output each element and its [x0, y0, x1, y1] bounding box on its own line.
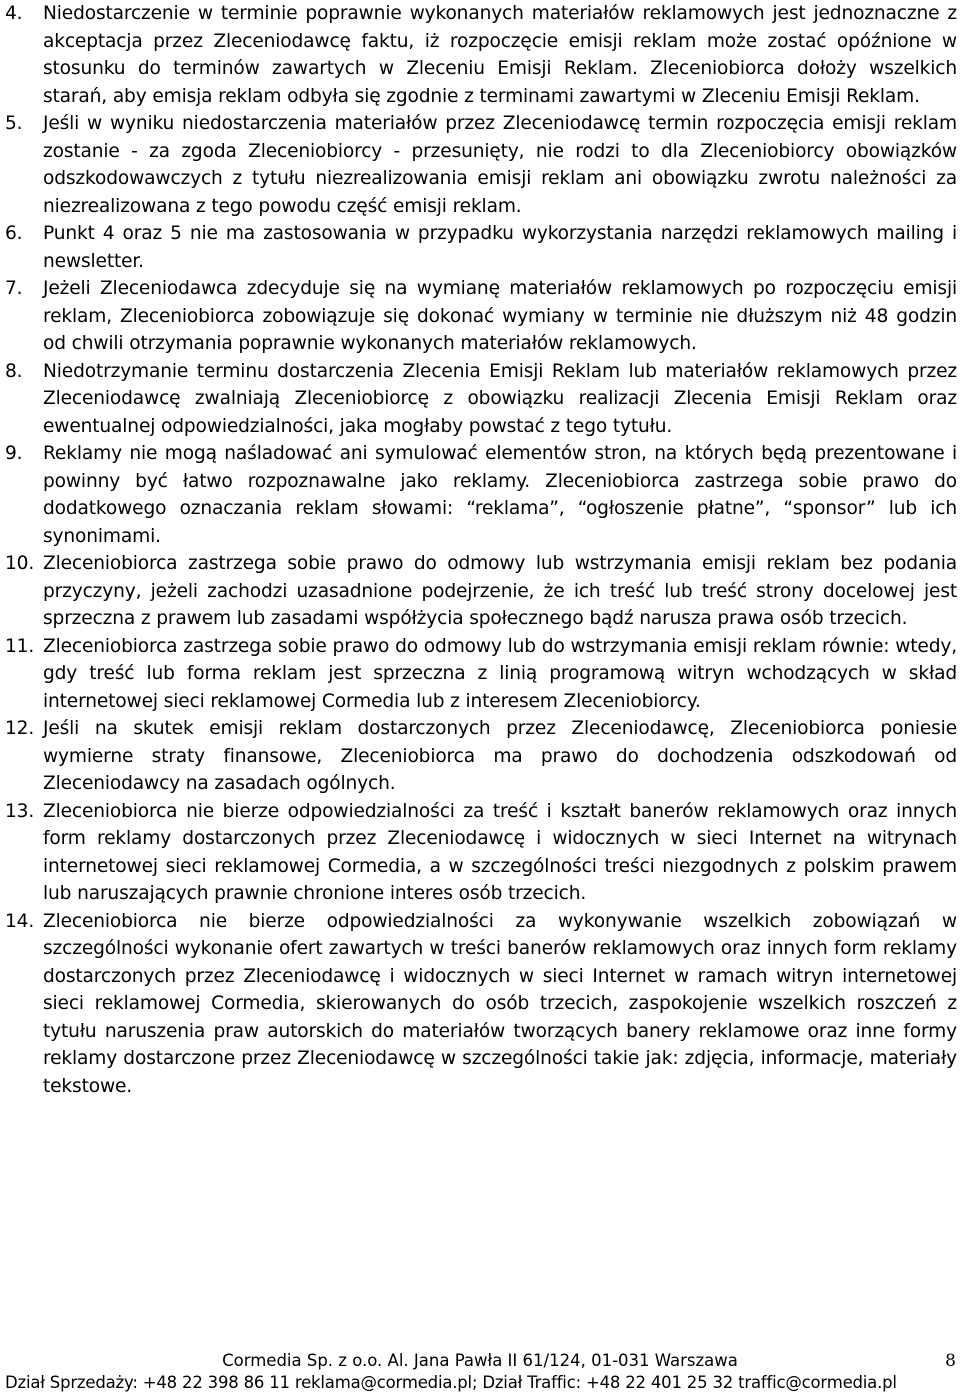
clause-4 [5, 0, 957, 110]
clause-text: Zleceniobiorca nie bierze odpowiedzialności za treść i kształt banerów reklamowych oraz innych form reklamy dostarczonych przez Zleceniodawcę i widocznych w sieci Internet na witrynach internetowej sieci reklamowej Cormedia, a w szczególności treści niezgodnych z polskim prawem lub naruszających prawnie chronione interes osób trzecich. [43, 800, 957, 904]
clause-text: Zleceniobiorca zastrzega sobie prawo do odmowy lub do wstrzymania emisji reklam równie: wtedy, gdy treść lub forma reklam jest sprzeczna z linią programową witryn wchodzących w skład internetowej sieci reklamowej Cormedia lub z interesem Zleceniobiorcy. [43, 635, 957, 712]
clause-text: Punkt 4 oraz 5 nie ma zastosowania w przypadku wykorzystania narzędzi reklamowych mailing i newsletter. [43, 223, 957, 272]
clause-number: 13. [5, 800, 35, 822]
clause-8 [5, 358, 957, 441]
clause-11 [5, 633, 957, 716]
clause-14 [5, 908, 957, 1101]
company-address: Cormedia Sp. z o.o. Al. Jana Pawła II 61/124, 01-031 Warszawa [222, 1351, 738, 1370]
clause-5 [5, 110, 957, 220]
clause-text: Zleceniobiorca nie bierze odpowiedzialności za wykonywanie wszelkich zobowiązań w szczególności wykonanie ofert zawartych w treści banerów reklamowych oraz innych form reklamy dostarczonych przez Zleceniodawcę i widocznych w sieci Internet w ramach witryn internetowej sieci reklamowej Cormedia, skierowanych do osób trzecich, zaspokojenie wszelkich roszczeń z tytułu naruszenia praw autorskich do materiałów tworzących banery reklamowe oraz inne formy reklamy dostarczone przez Zleceniodawcę w szczególności takie jak: zdjęcia, informacje, materiały tekstowe. [43, 910, 957, 1097]
clause-7 [5, 275, 957, 358]
clause-number: 12. [5, 718, 35, 739]
clause-13 [5, 798, 957, 908]
clause-number: 9. [5, 443, 23, 464]
clause-number: 14. [5, 910, 35, 932]
clause-text: Jeśli w wyniku niedostarczenia materiałów przez Zleceniodawcę termin rozpoczęcia emisji reklam zostanie - za zgoda Zleceniobiorcy - przesunięty, nie rodzi to dla Zleceniobiorcy obowiązków odszkodowawczych z tytułu niezrealizowania emisji reklam ani obowiązku zwrotu należności za niezrealizowana z tego powodu część emisji reklam. [43, 113, 957, 217]
page-number: 8 [945, 1351, 956, 1371]
clause-number: 4. [5, 3, 23, 24]
terms-clause-list [5, 0, 957, 1100]
clause-text: Zleceniobiorca zastrzega sobie prawo do odmowy lub wstrzymania emisji reklam bez podania przyczyny, jeżeli zachodzi uzasadnione podejrzenie, że ich treść lub treść strony docelowej jest sprzeczna z prawem lub zasadami współżycia społecznego bądź narusza prawa osób trzecich. [43, 553, 957, 629]
clause-9 [5, 440, 957, 550]
clause-number: 7. [5, 278, 23, 299]
clause-text: Jeśli na skutek emisji reklam dostarczonych przez Zleceniodawcę, Zleceniobiorca poniesie wymierne straty finansowe, Zleceniobiorca ma prawo do dochodzenia odszkodowań od Zleceniodawcy na zasadach ogólnych. [43, 718, 957, 794]
clause-number: 11. [5, 635, 35, 657]
clause-number: 5. [5, 113, 23, 134]
clause-text: Niedostarczenie w terminie poprawnie wykonanych materiałów reklamowych jest jednoznaczne z akceptacja przez Zleceniodawcę faktu, iż rozpoczęcie emisji reklam może zostać opóźnione w stosunku do terminów zawartych w Zleceniu Emisji Reklam. Zleceniobiorca dołoży wszelkich starań, aby emisja reklam odbyła się zgodnie z terminami zawartymi w Zleceniu Emisji Reklam. [43, 3, 957, 107]
clause-12 [5, 715, 957, 798]
clause-number: 6. [5, 223, 23, 244]
company-contacts: Dział Sprzedaży: +48 22 398 86 11 reklama@cormedia.pl; Dział Traffic: +48 22 401 25 32 traffic@cormedia.pl [5, 1373, 897, 1392]
clause-10 [5, 550, 957, 633]
clause-text: Reklamy nie mogą naśladować ani symulować elementów stron, na których będą prezentowane i powinny być łatwo rozpoznawalne jako reklamy. Zleceniobiorca zastrzega sobie prawo do dodatkowego oznaczania reklam słowami: “reklama”, “ogłoszenie płatne”, “sponsor” lub ich synonimami. [43, 443, 957, 547]
clause-6 [5, 220, 957, 275]
clause-number: 8. [5, 360, 23, 382]
clause-text: Niedotrzymanie terminu dostarczenia Zlecenia Emisji Reklam lub materiałów reklamowych przez Zleceniodawcę zwalniają Zleceniobiorcę z obowiązku realizacji Zlecenia Emisji Reklam oraz ewentualnej odpowiedzialności, jaka mogłaby powstać z tego tytułu. [43, 360, 957, 437]
clause-number: 10. [5, 553, 35, 574]
clause-text: Jeżeli Zleceniodawca zdecyduje się na wymianę materiałów reklamowych po rozpoczęciu emisji reklam, Zleceniobiorca zobowiązuje się dokonać wymiany w terminie nie dłuższym niż 48 godzin od chwili otrzymania poprawnie wykonanych materiałów reklamowych. [43, 278, 957, 354]
page-footer [0, 1350, 960, 1394]
